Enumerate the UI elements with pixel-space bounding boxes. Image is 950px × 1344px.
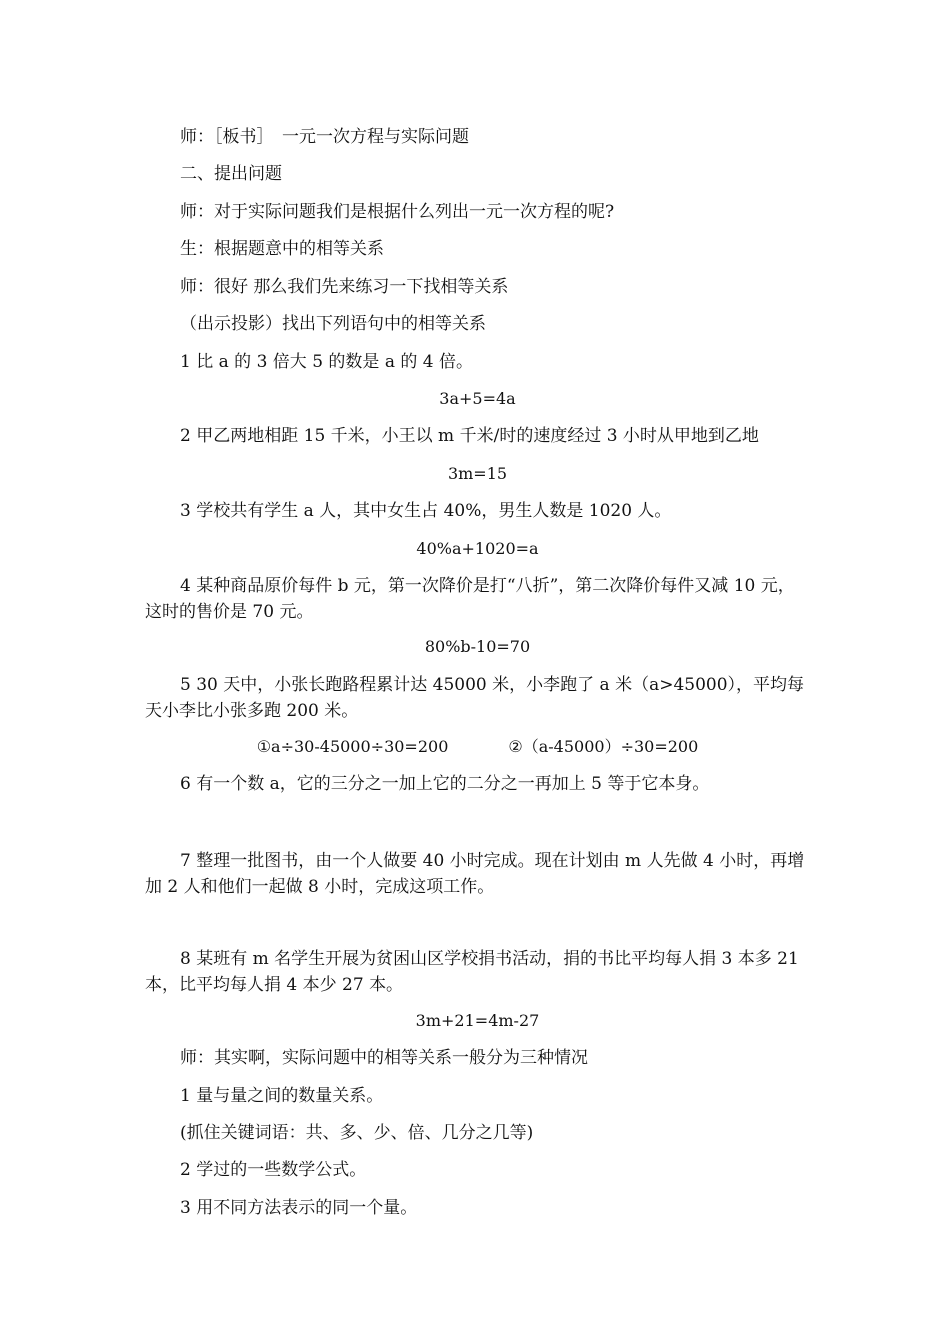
equation-5-row: [145, 735, 810, 759]
exercise-2: 2 甲乙两地相距 15 千米，小王以 m 千米/时的速度经过 3 小时从甲地到乙地: [180, 426, 759, 446]
student-answer: 生：根据题意中的相等关系: [180, 239, 384, 259]
teacher-question: 师：对于实际问题我们是根据什么列出一元一次方程的呢?: [180, 202, 615, 222]
exercise-3: 3 学校共有学生 a 人，其中女生占 40%，男生人数是 1020 人。: [180, 501, 672, 521]
exercise-8: 8 某班有 m 名学生开展为贫困山区学校捐书活动，捐的书比平均每人捐 3 本多 21 本，比平均每人捐 4 本少 27 本。: [145, 949, 799, 995]
exercise-4: 4 某种商品原价每件 b 元，第一次降价是打“八折”，第二次降价每件又减 10 元，这时的售价是 70 元。: [145, 576, 795, 622]
equation-5b: ②（a-45000）÷30=200: [508, 737, 699, 756]
case-2: 2 学过的一些数学公式。: [180, 1160, 367, 1180]
equation-1: 3a+5=4a: [439, 389, 516, 408]
equation-2: 3m=15: [447, 464, 508, 483]
case-1: 1 量与量之间的数量关系。: [180, 1086, 384, 1106]
exercise-1: 1 比 a 的 3 倍大 5 的数是 a 的 4 倍。: [180, 352, 473, 372]
equation-3: 40%a+1020=a: [416, 539, 539, 558]
case-3: 3 用不同方法表示的同一个量。: [180, 1198, 418, 1218]
exercise-6: 6 有一个数 a，它的三分之一加上它的二分之一再加上 5 等于它本身。: [180, 774, 710, 794]
teacher-summary: 师：其实啊，实际问题中的相等关系一般分为三种情况: [180, 1048, 588, 1068]
section-heading: 二、提出问题: [180, 164, 282, 184]
exercise-7: 7 整理一批图书，由一个人做要 40 小时完成。现在计划由 m 人先做 4 小时，再增加 2 人和他们一起做 8 小时，完成这项工作。: [145, 851, 805, 897]
board-title: 师：［板书］ 一元一次方程与实际问题: [180, 127, 469, 147]
equation-8: 3m+21=4m-27: [415, 1011, 540, 1030]
teacher-remark: 师：很好 那么我们先来练习一下找相等关系: [180, 277, 509, 297]
exercise-5: 5 30 天中，小张长跑路程累计达 45000 米，小李跑了 a 米（a>45000），平均每天小李比小张多跑 200 米。: [145, 675, 805, 721]
exercise-intro: （出示投影）找出下列语句中的相等关系: [180, 314, 486, 334]
equation-4: 80%b-10=70: [424, 637, 531, 656]
equation-5a: ①a÷30-45000÷30=200: [256, 737, 449, 756]
case-1-note: (抓住关键词语：共、多、少、倍、几分之几等): [180, 1123, 534, 1143]
